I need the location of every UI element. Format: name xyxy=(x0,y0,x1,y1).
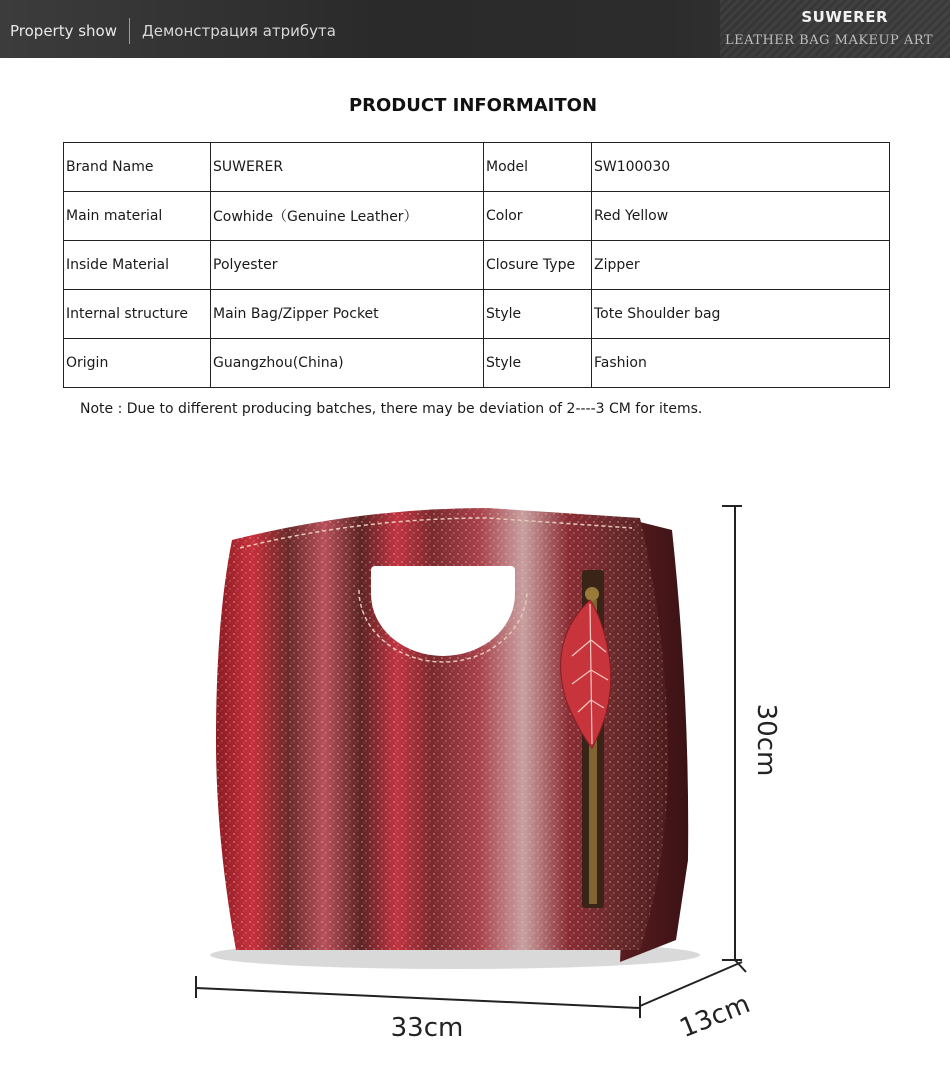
spec-value: Fashion xyxy=(592,339,890,388)
product-spec-table xyxy=(63,142,890,388)
spec-label: Model xyxy=(484,143,592,192)
spec-label: Main material xyxy=(64,192,211,241)
spec-label: Style xyxy=(484,290,592,339)
table-row xyxy=(64,290,890,339)
spec-value: Cowhide（Genuine Leather） xyxy=(211,192,484,241)
brand-name: SUWERER xyxy=(801,8,888,26)
spec-label: Origin xyxy=(64,339,211,388)
spec-value: SW100030 xyxy=(592,143,890,192)
spec-label: Inside Material xyxy=(64,241,211,290)
spec-value: Polyester xyxy=(211,241,484,290)
table-row xyxy=(64,241,890,290)
spec-value: Guangzhou(China) xyxy=(211,339,484,388)
spec-label: Style xyxy=(484,339,592,388)
bag-dimension-illustration xyxy=(0,440,950,1071)
spec-value: Zipper xyxy=(592,241,890,290)
header-banner xyxy=(0,0,950,58)
height-label: 30cm xyxy=(751,703,781,777)
spec-value: Red Yellow xyxy=(592,192,890,241)
header-divider xyxy=(129,18,130,44)
depth-label: 13cm xyxy=(675,989,755,1045)
spec-value: Tote Shoulder bag xyxy=(592,290,890,339)
zipper-pull-ring xyxy=(585,587,599,601)
spec-value: Main Bag/Zipper Pocket xyxy=(211,290,484,339)
spec-value: SUWERER xyxy=(211,143,484,192)
brand-tagline: LEATHER BAG MAKEUP ART xyxy=(724,33,933,48)
spec-label: Color xyxy=(484,192,592,241)
section-title: PRODUCT INFORMAITON xyxy=(348,95,598,116)
table-row xyxy=(64,339,890,388)
table-row xyxy=(64,143,890,192)
spec-label: Brand Name xyxy=(64,143,211,192)
header-left xyxy=(10,18,336,44)
spec-label: Closure Type xyxy=(484,241,592,290)
width-dimension-line xyxy=(196,988,640,1008)
property-show-label-ru: Демонстрация атрибута xyxy=(142,22,336,40)
spec-label: Internal structure xyxy=(64,290,211,339)
size-deviation-note: Note : Due to different producing batches, there may be deviation of 2----3 CM for items. xyxy=(80,401,703,417)
width-label: 33cm xyxy=(390,1013,464,1043)
table-row xyxy=(64,192,890,241)
property-show-label: Property show xyxy=(10,22,118,40)
